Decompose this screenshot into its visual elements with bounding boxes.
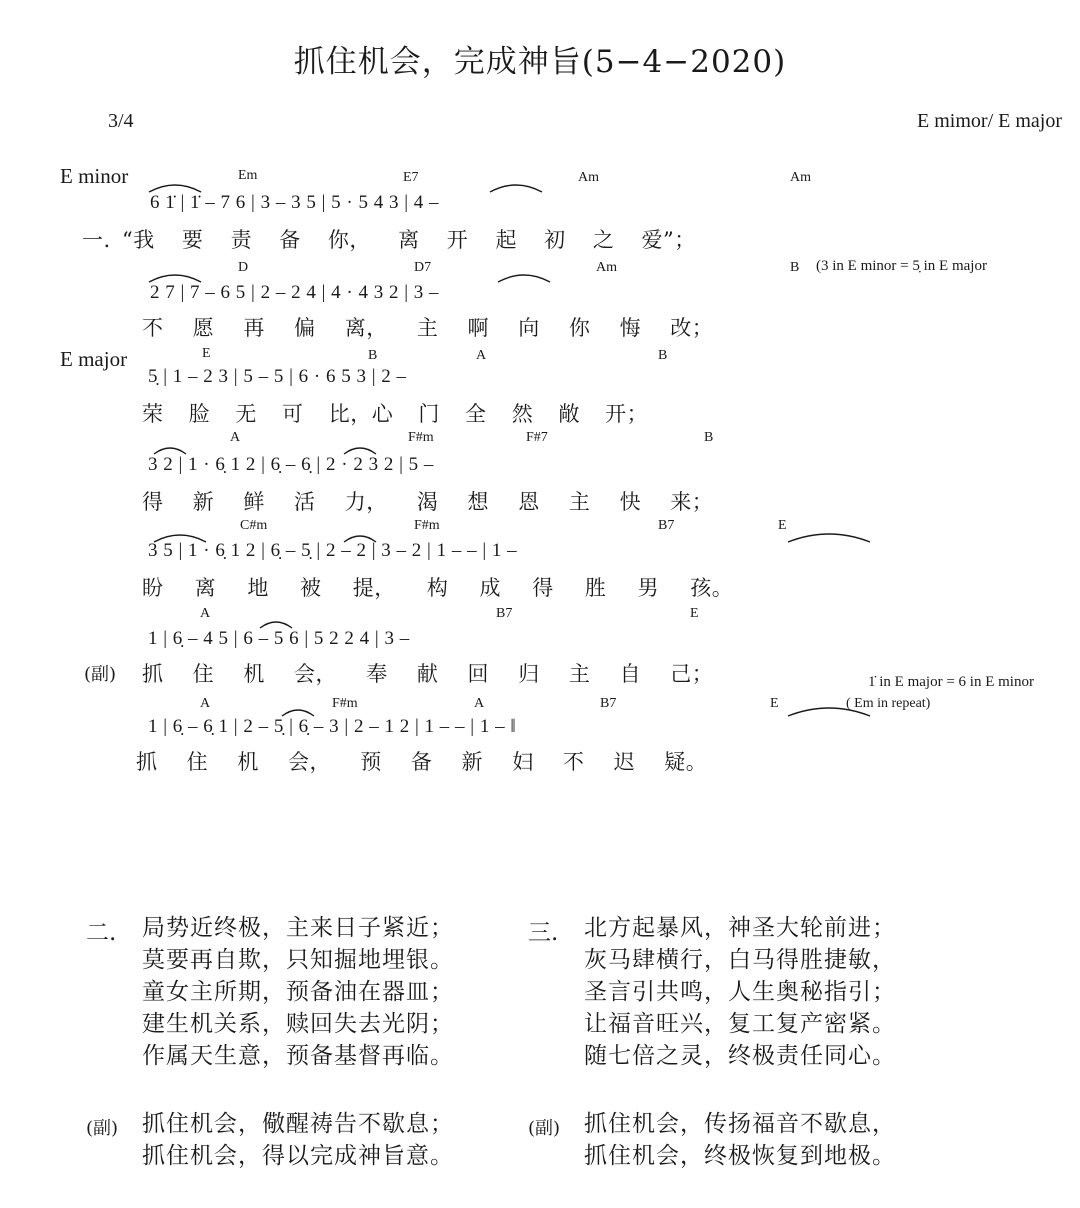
verse-line: 圣言引共鸣，人生奥秘指引； [584,979,896,1005]
lyric-line: 荣 脸 无 可 比，心 门 全 然 敞 开； [142,402,649,426]
chord-label: E7 [403,170,419,185]
chord-label: Am [596,260,617,275]
chord-label: F#7 [526,430,548,445]
chord-label: A [474,696,485,711]
chorus-block [584,1108,896,1172]
verse-line: 局势近终极，主来日子紧近； [142,915,454,941]
key-marker-major: E major [60,347,128,371]
chord-label: A [200,696,211,711]
numbered-notation-row: 1 | 6̣ – 6̣ 1 | 2 – 5̣ | 6̣ – 3 | 2 – 1 2 | 1 – – | 1 – ‖ [148,716,517,737]
verse-number: 二. [86,920,117,946]
verse-line: 抓住机会，儆醒祷告不歇息； [142,1111,454,1137]
verse-line: 抓住机会，终极恢复到地极。 [584,1143,896,1169]
chord-label: A [200,606,211,621]
chord-label: F#m [332,696,358,711]
numbered-notation-row: 5̣ | 1 – 2 3 | 5 – 5 | 6 · 6 5 3 | 2 – [148,366,407,387]
verse-block [584,912,896,1072]
lyric-line: 抓 住 机 会， 奉 献 回 归 主 自 己； [142,662,714,686]
lyric-line: 抓 住 机 会， 预 备 新 妇 不 迟 疑。 [136,750,708,774]
chord-label: B [790,260,800,275]
lyric-line: 不 愿 再 偏 离， 主 啊 向 你 悔 改； [142,316,714,340]
verse-line: 抓住机会，传扬福音不歇息， [584,1111,896,1137]
chord-label: B [704,430,714,445]
chord-label: B [658,348,668,363]
verse-line: 作属天生意，预备基督再临。 [142,1043,454,1069]
chord-label: A [476,348,487,363]
chord-label: Am [790,170,811,185]
time-signature: 3/4 [108,110,134,132]
repeat-note: ( Em in repeat) [846,696,931,711]
chord-label: E [770,696,779,711]
slur-mark [486,178,546,194]
numbered-notation-row: 3 2 | 1 · 6̣ 1 2 | 6̣ – 6̣ | 2 · 2 3 2 | 5 – [148,454,434,475]
slur-mark [494,268,554,284]
chord-label: F#m [414,518,440,533]
chord-label: F#m [408,430,434,445]
key-conversion-note: 1̇ in E major = 6 in E minor [868,674,1034,690]
numbered-notation-row: 1 | 6̣ – 4 5 | 6 – 5 6 | 5 2 2 4 | 3 – [148,628,410,649]
verse-line: 建生机关系，赎回失去光阴； [142,1011,454,1037]
chord-label: B7 [658,518,675,533]
key-header: E mimor/ E major [917,110,1062,132]
chorus-marker: (副) [86,1118,119,1139]
lyric-line: “我 要 责 备 你， 离 开 起 初 之 爱”； [122,228,696,252]
page-title: 抓住机会，完成神旨(5−4−2020) [293,44,787,80]
numbered-notation-row: 3 5 | 1 · 6̣ 1 2 | 6̣ – 5̣ | 2 – 2 | 3 – 2 | 1 – – | 1 – [148,540,518,561]
chorus-marker: (副) [528,1118,561,1139]
chord-label: A [230,430,241,445]
verse-line: 北方起暴风，神圣大轮前进； [584,915,896,941]
chord-label: E [690,606,699,621]
key-conversion-note: (3 in E minor = 5̣ in E major [816,258,987,274]
chorus-marker: (副) [84,664,117,685]
chord-label: E [202,346,211,361]
chorus-block [142,1108,454,1172]
chord-label: C#m [240,518,268,533]
chord-label: Em [238,168,258,183]
key-marker-minor: E minor [60,164,129,188]
chord-label: B7 [496,606,513,621]
lyric-line: 盼 离 地 被 提， 构 成 得 胜 男 孩。 [142,576,734,600]
chord-label: B7 [600,696,617,711]
verse-number: 一. [82,228,111,252]
chord-label: E [778,518,787,533]
numbered-notation-row: 6 1̇ | 1̇ – 7 6 | 3 – 3 5 | 5 · 5 4 3 | 4 – [150,192,440,213]
chord-label: D7 [414,260,432,275]
verse-block [142,912,454,1072]
chord-label: D [238,260,249,275]
verse-line: 童女主所期，预备油在器皿； [142,979,454,1005]
verse-line: 抓住机会，得以完成神旨意。 [142,1143,454,1169]
verse-line: 让福音旺兴，复工复产密紧。 [584,1011,896,1037]
verse-line: 随七倍之灵，终极责任同心。 [584,1043,896,1069]
slur-mark [784,528,874,544]
chord-label: B [368,348,378,363]
chord-label: Am [578,170,599,185]
verse-number: 三. [528,920,559,946]
numbered-notation-row: 2 7 | 7 – 6 5 | 2 – 2 4 | 4 · 4 3 2 | 3 – [150,282,440,303]
verse-line: 莫要再自欺，只知掘地埋银。 [142,947,454,973]
verse-line: 灰马肆横行，白马得胜捷敏， [584,947,896,973]
lyric-line: 得 新 鲜 活 力， 渴 想 恩 主 快 来； [142,490,714,514]
slur-mark [784,702,874,718]
